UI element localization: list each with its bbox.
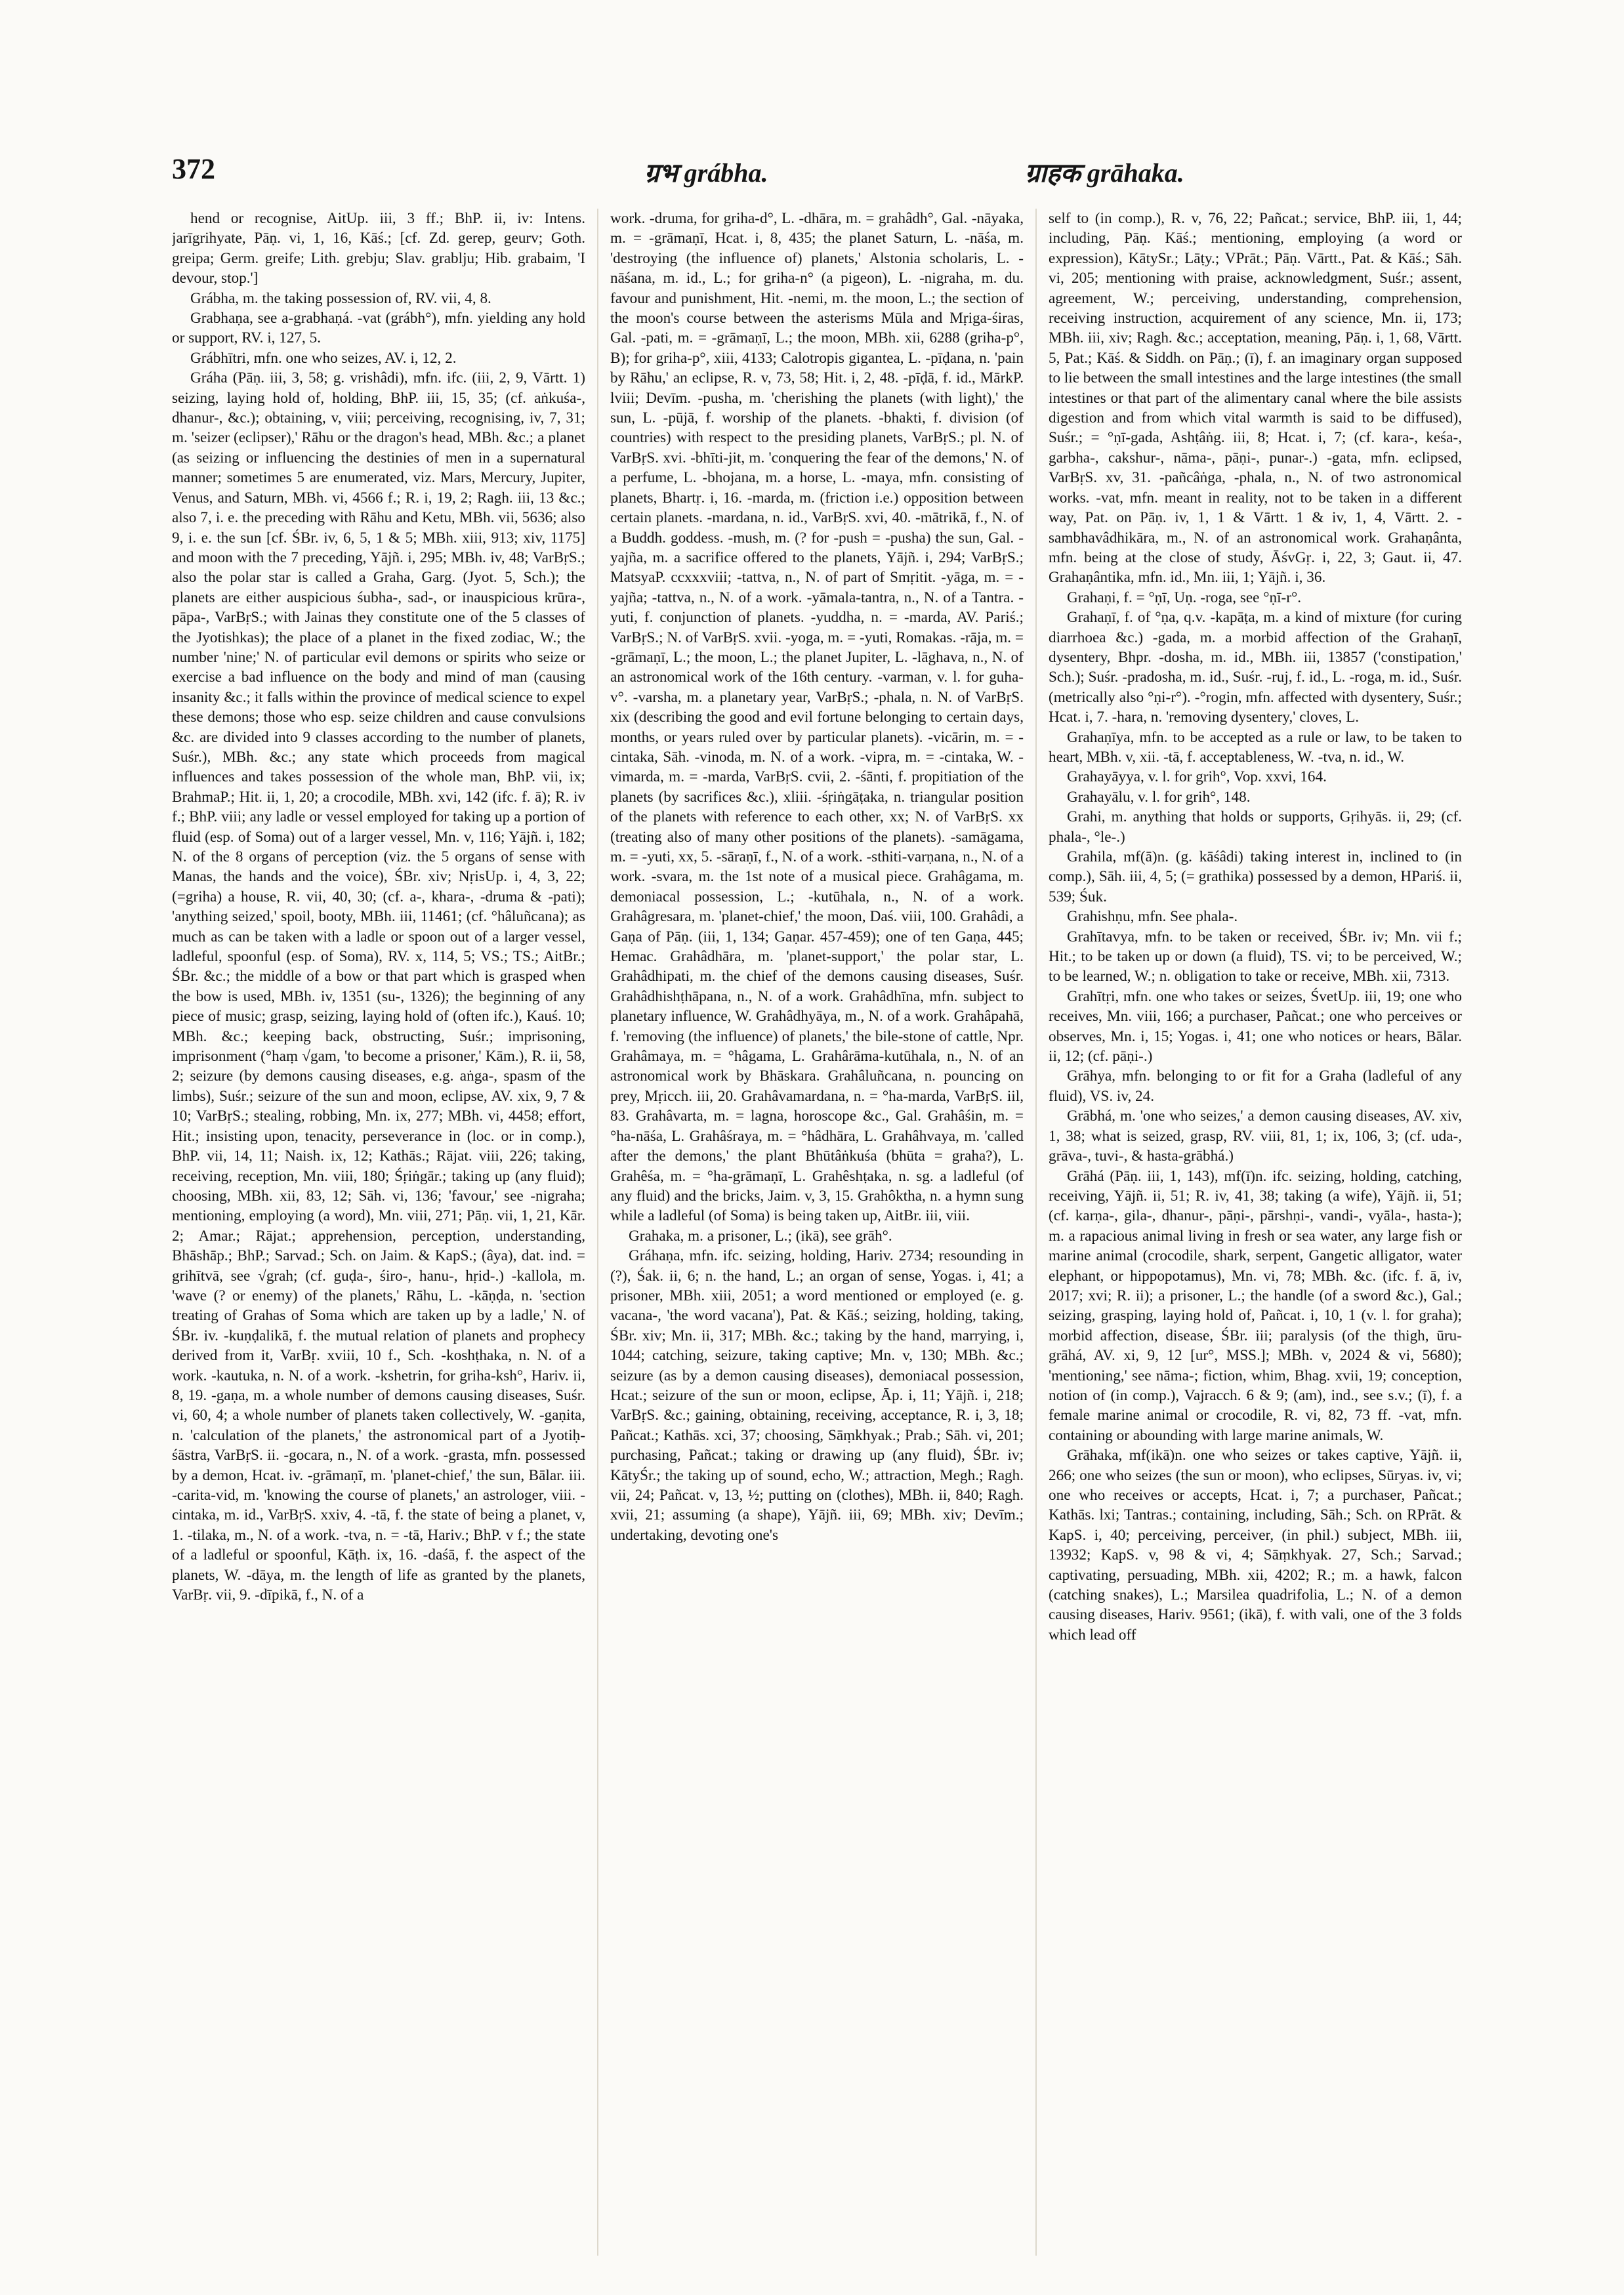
dictionary-entry: Grahaka, m. a prisoner, L.; (ikā), see grāh°. — [629, 1227, 892, 1245]
left-running-head: ग्रभ grábha. — [644, 158, 768, 188]
column-divider — [597, 209, 598, 2256]
dictionary-entry: Grábhītri, mfn. one who seizes, AV. i, 12, 2. — [190, 349, 457, 367]
page-header — [172, 152, 1458, 192]
dictionary-entry: Grahītavya, mfn. to be taken or received, ŚBr. iv; Mn. vii f.; Hit.; to be taken up or down (a fluid), TS. vi; to be perceived, W.; to be learned, W.; n. obligation to take or receive, MBh. xii, 7313. — [1049, 928, 1462, 985]
dictionary-entry: Grahaṇi, f. = °ṇī, Uṇ. -roga, see °ṇī-r°. — [1067, 589, 1302, 606]
dictionary-entry: Gráhaṇa, mfn. ifc. seizing, holding, Hariv. 2734; resounding in (?), Śak. ii, 6; n. the hand, L.; an organ of sense, Yogas. i, 41; a prisoner, MBh. xiii, 2051; a word mentioned or employed (e. g. vacana-, 'the word vacana'), Pat. & Kāś.; seizing, holding, taking, ŚBr. xiv; Mn. ii, 317; MBh. &c.; taking by the hand, marrying, i, 1044; catching, seizure, taking captive; Mn. v, 130; MBh. &c.; seizure (as by a demon causing diseases), demoniacal possession, Hcat.; seizure of the sun or moon, eclipse, Āp. i, 11; Yājñ. i, 218; VarBṛS. &c.; gaining, obtaining, receiving, acceptance, R. i, 3, 18; Pañcat.; Kathās. xci, 37; choosing, Sāṃkhyak.; Prab.; Sāh. vi, 201; purchasing, Pañcat.; taking or drawing up (any fluid), ŚBr. iv; KātyŚr.; the taking up of sound, echo, W.; attraction, Megh.; Ragh. vii, 24; Pañcat. v, 13, ½; putting on (clothes), MBh. ii, 840; Ragh. xvii, 21; assuming (a shape), Yājñ. iii, 69; MBh. xiv; Devīm.; undertaking, devoting one's — [610, 1247, 1024, 1544]
dictionary-entry: Grábha, m. the taking possession of, RV. vii, 4, 8. — [190, 289, 491, 307]
dictionary-entry: Grābhá, m. 'one who seizes,' a demon causing diseases, AV. xiv, 1, 38; what is seized, grasp, RV. viii, 81, 1; ix, 106, 3; (cf. uda-, grāva-, tuvi-, & hasta-grābhá.) — [1049, 1107, 1462, 1165]
right-running-head: ग्राहक grāhaka. — [1025, 158, 1184, 188]
column-divider — [1035, 209, 1037, 2256]
dictionary-entry: Grahila, mf(ā)n. (g. kāśâdi) taking interest in, inclined to (in comp.), Sāh. iii, 4, 5; (= grathika) possessed by a demon, HPariś. ii, 539; Śuk. — [1049, 848, 1462, 905]
dictionary-entry: Grahi, m. anything that holds or supports, Gṛihyās. ii, 29; (cf. phala-, °le-.) — [1049, 808, 1462, 846]
dictionary-entry: Grāhya, mfn. belonging to or fit for a Graha (ladleful of any fluid), VS. iv, 24. — [1049, 1067, 1462, 1105]
dictionary-entry: Grahītṛi, mfn. one who takes or seizes, ŚvetUp. iii, 19; one who receives, Mn. viii, 166; a purchaser, Pañcat.; one who perceives or observes, Mn. i, 15; Yogas. i, 41; one who notices or hears, Bālar. ii, 12; (cf. pāṇi-.) — [1049, 987, 1462, 1065]
dictionary-entry: Grahayāyya, v. l. for grih°, Vop. xxvi, 164. — [1067, 768, 1327, 786]
page-number: 372 — [172, 153, 215, 185]
dictionary-column-2 — [610, 209, 1024, 2262]
dictionary-entry: Grahayālu, v. l. for grih°, 148. — [1067, 788, 1251, 806]
dictionary-entry: Grahishṇu, mfn. See phala-. — [1067, 908, 1238, 926]
dictionary-entry: hend or recognise, AitUp. iii, 3 ff.; BhP. ii, iv: Intens. jarīgrihyate, Pāṇ. vi, 1, 16, Kāś.; [cf. Zd. gerep, geurv; Goth. greipa; Germ. greife; Lith. grebju; Slav. grablju; Hib. grabaim, 'I devour, stop.'] — [172, 210, 585, 287]
dictionary-column-3 — [1049, 209, 1462, 2262]
dictionary-entry: work. -druma, for griha-d°, L. -dhāra, m. = grahâdh°, Gal. -nāyaka, m. = -grāmaṇī, Hcat. i, 8, 435; the planet Saturn, L. -nāśa, m. 'destroying (the influence of) planets,' Alstonia scholaris, L. -nāśana, m. id., L.; for griha-n° (a pigeon), L. -nigraha, m. du. favour and punishment, Hit. -nemi, m. the moon, L.; the section of the moon's course between the asterisms Mūla and Mṛiga-śiras, Gal. -pati, m. = -grāmaṇī, L.; the moon, MBh. xii, 6288 (griha-p°, B); for griha-p°, xiii, 4133; Calotropis gigantea, L. -pīḍana, n. 'pain by Rāhu,' an eclipse, R. v, 73, 58; Hit. i, 2, 48. -pīḍā, f. id., MārkP. lviii; Devīm. -pusha, m. 'cherishing the planets (with light),' the sun, L. -pūjā, f. worship of the planets. -bhakti, f. division (of countries) with respect to the presiding planets, VarBṛS.; pl. N. of VarBṛS. xvi. -bhīti-jit, m. 'conquering the fear of the demons,' N. of a perfume, L. -bhojana, m. a horse, L. -maya, mfn. consisting of planets, Bhartṛ. i, 16. -marda, m. (friction i.e.) opposition between certain planets. -mardana, n. id., VarBṛS. xvi, 40. -mātrikā, f., N. of a Buddh. goddess. -mush, m. (? for -push = -pusha) the sun, Gal. -yajña, m. a sacrifice offered to the planets, Yājñ. i, 294; VarBṛS.; MatsyaP. ccxxxviii; -tattva, n., N. of part of Smṛitit. -yāga, m. = -yajña; -tattva, n., N. of a work. -yāmala-tantra, n., N. of a Tantra. -yuti, f. conjunction of planets. -yuddha, n. = -marda, AV. Pariś.; VarBṛS.; N. of VarBṛS. xvii. -yoga, m. = -yuti, Romakas. -rāja, m. = -grāmaṇī, L.; the moon, L.; the planet Jupiter, L. -lāghava, n., N. of an astronomical work of the 16th century. -varman, v. l. for guha-v°. -varsha, m. a planetary year, VarBṛS.; -phala, n. N. of VarBṛS. xix (describing the good and evil fortune belonging to certain days, months, or years ruled over by particular planets). -vicārin, m. = -cintaka, Sāh. -vinoda, m. N. of a work. -vipra, m. = -cintaka, W. -vimarda, m. = -marda, VarBṛS. cvii, 2. -śānti, f. propitiation of the planets (by sacrifices &c.), xliii. -śṛiṅgāṭaka, n. triangular position of the planets with reference to each other, xx; N. of VarBṛS. xx (treating also of many other positions of the planets). -samāgama, m. = -yuti, xx, 5. -sāraṇī, f., N. of a work. -sthiti-varṇana, n., N. of a work. -svara, m. the 1st note of a musical piece. Grahâgama, m. demoniacal possession, L.; -kutūhala, n., N. of a work. Grahâgresara, m. 'planet-chief,' the moon, Daś. viii, 100. Grahâdi, a Gaṇa of Pāṇ. (iii, 1, 134; Gaṇar. 457-459); one of ten Gaṇa, 445; Hemac. Grahâdhāra, m. 'planet-support,' the polar star, L. Grahâdhipati, m. the chief of the demons causing diseases, Suśr. Grahâdhishṭhāpana, n., N. of a work. Grahâdhīna, mfn. subject to planetary influence, W. Grahâdhyāya, m., N. of a work. Grahâpahā, f. 'removing (the influence) of planets,' the bile-stone of cattle, Npr. Grahâmaya, m. = °hâgama, L. Grahârāma-kutūhala, n., N. of an astronomical work by Bhāskara. Grahâluñcana, n. pouncing on prey, Mṛicch. iii, 20. Grahâvamardana, n. = °ha-marda, VarBṛS. iil, 83. Grahâvarta, m. = lagna, horoscope &c., Gal. Grahâśin, m. = °ha-nāśa, L. Grahâśraya, m. = °hâdhāra, L. Grahâhvaya, m. 'called after the demons,' the plant Bhūtâṅkuśa (bhūta = graha?), L. Grahêśa, m. = °ha-grāmaṇī, L. Grahêshṭaka, n. sg. a ladleful (of any fluid) and the bricks, Jaim. v, 3, 15. Grahôktha, n. a hymn sung while a ladleful (of Soma) is being taken up, AitBr. iii, viii. — [610, 210, 1024, 1225]
dictionary-entry: Gráha (Pāṇ. iii, 3, 58; g. vrishâdi), mfn. ifc. (iii, 2, 9, Vārtt. 1) seizing, laying hold of, holding, BhP. iii, 15, 35; (cf. aṅkuśa-, dhanur-, &c.); obtaining, v, viii; perceiving, recognising, iv, 7, 31; m. 'seizer (eclipser),' Rāhu or the dragon's head, MBh. &c.; a planet (as seizing or influencing the destinies of men in a supernatural manner; sometimes 5 are enumerated, viz. Mars, Mercury, Jupiter, Venus, and Saturn, MBh. vi, 4566 f.; R. i, 19, 2; Ragh. iii, 13 &c.; also 7, i. e. the preceding with Rāhu and Ketu, MBh. vii, 5636; also 9, i. e. the sun [cf. ŚBr. iv, 6, 5, 1 & 5; MBh. xiii, 913; xiv, 1175] and moon with the 7 preceding, Yājñ. i, 295; MBh. iv, 48; VarBṛS.; also the polar star is called a Graha, Garg. (Jyot. 5, Sch.); the planets are either auspicious śubha-, sad-, or inauspicious krūra-, pāpa-, VarBṛS.; with Jainas they constitute one of the 5 classes of the Jyotishkas); the place of a planet in the fixed zodiac, W.; the number 'nine;' N. of particular evil demons or spirits who seize or exercise a bad influence on the body and mind of man (causing insanity &c.; it falls within the province of medical science to expel these demons; those who esp. seize children and cause convulsions &c. are divided into 9 classes according to the number of planets, Suśr.), MBh. &c.; any state which proceeds from magical influences and takes possession of the whole man, BhP. vii, ix; BrahmaP.; Hit. ii, 1, 20; a crocodile, MBh. xvi, 142 (ifc. f. ā); R. iv f.; BhP. viii; any ladle or vessel employed for taking up a portion of fluid (esp. of Soma) out of a larger vessel, Mn. v, 116; Yājñ. i, 182; N. of the 8 organs of perception (viz. the 5 organs of sense with Manas, the hands and the voice), ŚBr. xiv; NṛisUp. i, 4, 3, 22; (=griha) a house, R. vii, 40, 30; (cf. a-, khara-, -druma & -pati); 'anything seized,' spoil, booty, MBh. iii, 11461; (cf. °hâluñcana); as much as can be taken with a ladle or spoon out of a larger vessel, ladleful, spoonful (esp. of Soma), RV. x, 114, 5; VS.; TS.; AitBr.; ŚBr. &c.; the middle of a bow or that part which is grasped when the bow is used, MBh. iv, 1351 (su-, 1326); the beginning of any piece of music; grasp, seizing, laying hold of (often ifc.), Kauś. 10; MBh. &c.; keeping back, obstructing, Suśr.; imprisoning, imprisonment (°haṃ √gam, 'to become a prisoner,' Kām.), R. ii, 58, 2; seizure (by demons causing diseases, e.g. aṅga-, spasm of the limbs), Suśr.; seizure of the sun and moon, eclipse, AV. xix, 9, 7 & 10; VarBṛS.; stealing, robbing, Mn. ix, 277; MBh. vi, 4458; effort, Hit.; insisting upon, tenacity, perseverance in (loc. or in comp.), BhP. vii, 14, 11; Naish. ix, 12; Kathās.; Rājat. viii, 226; taking, receiving, reception, Mn. viii, 180; Śṛiṅgār.; taking up (any fluid); choosing, MBh. xii, 83, 12; Sāh. vi, 136; 'favour,' see -nigraha; mentioning, employing (a word), Mn. viii, 271; Pāṇ. vii, 1, 21, Kār. 2; Amar.; Rājat.; apprehension, perception, understanding, Bhāshāp.; BhP.; Sarvad.; Sch. on Jaim. & KapS.; (âya), dat. ind. = grihītvā, see √grah; (cf. guḍa-, śiro-, hanu-, hṛid-.) -kallola, m. 'wave (? or enemy) of the planets,' Rāhu, L. -kāṇḍa, n. 'section treating of Grahas of Soma which are taken up by a ladle,' N. of ŚBr. iv. -kuṇḍalikā, f. the mutual relation of planets and prophecy derived from it, VarBṛ. xviii, 10 f., Sch. -koshṭhaka, n. N. of a work. -kautuka, n. N. of a work. -kshetrin, for griha-ksh°, Hariv. ii, 8, 19. -gaṇa, m. a whole number of demons causing diseases, Suśr. vi, 60, 4; a whole number of planets taken collectively, W. -gaṇita, n. 'calculation of the planets,' the astronomical part of a Jyotiḥ-śāstra, VarBṛS. ii. -gocara, n., N. of a work. -grasta, mfn. possessed by a demon, Hcat. iv. -grāmaṇī, m. 'planet-chief,' the sun, Bālar. iii. -carita-vid, m. 'knowing the course of planets,' an astrologer, viii. -cintaka, m. id., VarBṛS. xxiv, 4. -tā, f. the state of being a planet, v, 1. -tilaka, m., N. of a work. -tva, n. = -tā, Hariv.; BhP. v f.; the state of a ladleful or spoonful, Kāṭh. ix, 16. -daśā, f. the aspect of the planets, W. -dāya, m. the length of life as granted by the planets, VarBṛ. vii, 9. -dīpikā, f., N. of a — [172, 369, 585, 1604]
dictionary-entry: Grahaṇī, f. of °ṇa, q.v. -kapāṭa, m. a kind of mixture (for curing diarrhoea &c.) -gada, m. a morbid affection of the Grahaṇī, dysentery, Bhpr. -dosha, m. id., MBh. iii, 13857 ('constipation,' Sch.); Suśr. -pradosha, m. id., Suśr. -ruj, f. id., L. -roga, m. id., Suśr. (metrically also °ṇi-r°). -°rogin, mfn. affected with dysentery, Suśr.; Hcat. i, 7. -hara, n. 'removing dysentery,' cloves, L. — [1049, 609, 1462, 726]
dictionary-column-1 — [172, 209, 585, 2262]
dictionary-entry: Grahaṇīya, mfn. to be accepted as a rule or law, to be taken to heart, MBh. v, xii. -tā, f. acceptableness, W. -tva, n. id., W. — [1049, 728, 1462, 766]
dictionary-entry: Grāhá (Pāṇ. iii, 1, 143), mf(ī)n. ifc. seizing, holding, catching, receiving, Yājñ. ii, 51; R. iv, 41, 38; taking (a wife), Yājñ. ii, 51; (cf. karṇa-, gila-, dhanur-, pāṇi-, pārshṇi-, vandi-, vyāla-, hasta-); m. a rapacious animal living in fresh or sea water, any large fish or marine animal (crocodile, shark, serpent, Gangetic alligator, water elephant, or hippopotamus), Mn. vi, 78; MBh. &c. (ifc. f. ā, iv, 2017; xvi; R. ii); a prisoner, L.; the handle (of a sword &c.), Gal.; seizing, grasping, laying hold of, Pañcat. i, 10, 1 (v. l. for graha); morbid affection, disease, ŚBr. iii; paralysis (of the thigh, ūru-grāhá, AV. xi, 9, 12 [ur°, MSS.]; MBh. v, 2024 & vi, 5680); 'mentioning,' see nāma-; fiction, whim, Bhag. xvii, 19; conception, notion of (in comp.), Vajracch. 6 & 9; (am), ind., see s.v.; (ī), f. a female marine animal or crocodile, R. vi, 82, 73 ff. -vat, mfn. containing or abounding with large marine animals, W. — [1049, 1167, 1462, 1444]
dictionary-entry: Grabhaṇa, see a-grabhaṇá. -vat (grábh°), mfn. yielding any hold or support, RV. i, 127, 5. — [172, 310, 585, 347]
dictionary-entry: Grāhaka, mf(ikā)n. one who seizes or takes captive, Yājñ. ii, 266; one who seizes (the sun or moon), who eclipses, Sūryas. iv, vi; one who receives or accepts, Hcat. i, 7; a purchaser, Pañcat.; Kathās. lxi; Tantras.; containing, including, Sāh.; Sch. on RPrāt. & KapS. i, 40; perceiving, perceiver, (in phil.) subject, MBh. iii, 13932; KapS. v, 98 & vi, 4; Sāṃkhyak. 27, Sch.; Sarvad.; captivating, persuading, MBh. xii, 4202; R.; m. a hawk, falcon (catching snakes), L.; Marsilea quadrifolia, L.; N. of a demon causing diseases, Hariv. 9561; (ikā), f. with vali, one of the 3 folds which lead off — [1049, 1447, 1462, 1644]
dictionary-entry: self to (in comp.), R. v, 76, 22; Pañcat.; service, BhP. iii, 1, 44; including, Pāṇ. Kāś.; mentioning, employing (a word or expression), KātySr.; Lāṭy.; VPrāt.; Pāṇ. Vārtt., Pat. & Kāś.; Sāh. vi, 205; mentioning with praise, acknowledgment, Suśr.; assent, agreement, W.; perceiving, understanding, comprehension, receiving instruction, acquirement of any science, Mn. ii, 173; MBh. iii, xiv; Ragh. &c.; acceptation, meaning, Pāṇ. i, 1, 68, Vārtt. 5, Pat.; Kāś. & Siddh. on Pāṇ.; (ī), f. an imaginary organ supposed to lie between the small intestines and the large intestines (the small intestines or that part of the alimentary canal where the bile assists digestion and from which vital warmth is said to be diffused), Suśr.; = °ṇī-gada, Ashṭâṅg. iii, 8; Hcat. i, 7; (cf. kara-, keśa-, garbha-, cakshur-, nāma-, pāṇi-, punar-.) -gata, mfn. eclipsed, VarBṛS. xv, 31. -pañcâṅga, -phala, n., N. of two astronomical works. -vat, mfn. meant in reality, not to be taken in a different way, Pat. on Pāṇ. iv, 1, 1 & Vārtt. 1 & iv, 1, 4, Vārtt. 2. -sambhavâdhikāra, m., N. of an astronomical work. Grahaṇânta, mfn. being at the close of study, ĀśvGṛ. i, 22, 3; Gaut. ii, 47. Grahaṇântika, mfn. id., Mn. iii, 1; Yājñ. i, 36. — [1049, 210, 1462, 587]
